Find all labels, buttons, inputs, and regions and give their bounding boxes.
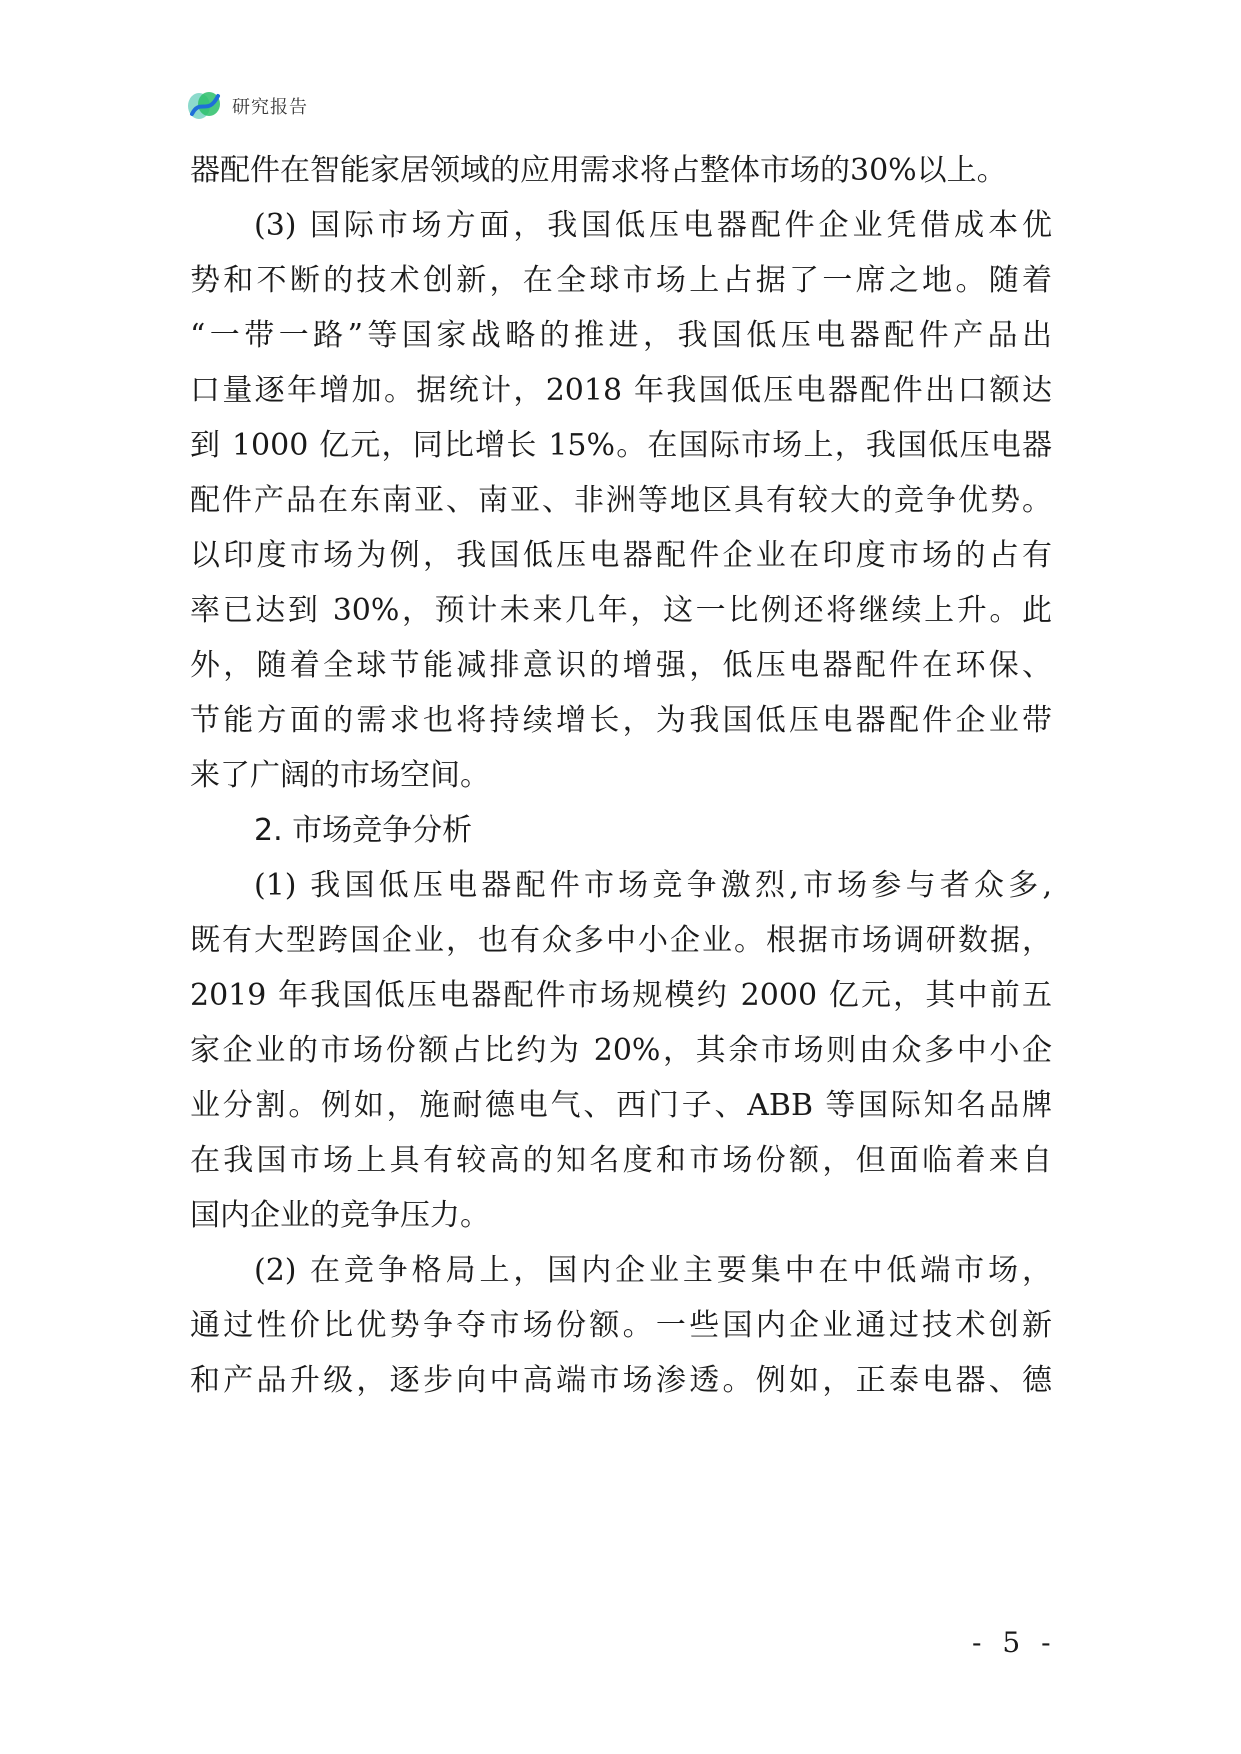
paragraph-line: 势和不断的技术创新，在全球市场上占据了一席之地。随着 bbox=[190, 263, 1052, 298]
paragraph-line: 节能方面的需求也将持续增长，为我国低压电器配件企业带 bbox=[190, 703, 1052, 738]
paragraph-line: (2) 在竞争格局上，国内企业主要集中在中低端市场， bbox=[254, 1253, 1052, 1288]
paragraph-line: 到 1000 亿元，同比增长 15%。在国际市场上，我国低压电器 bbox=[190, 428, 1052, 463]
paragraph-line: 来了广阔的市场空间。 bbox=[190, 758, 490, 793]
paragraph-line: (1) 我国低压电器配件市场竞争激烈,市场参与者众多, bbox=[254, 868, 1052, 903]
paragraph-line: 既有大型跨国企业，也有众多中小企业。根据市场调研数据， bbox=[190, 923, 1052, 958]
page-number: - 5 - bbox=[972, 1626, 1057, 1659]
paragraph-line: 国内企业的竞争压力。 bbox=[190, 1198, 490, 1233]
paragraph-line: (3) 国际市场方面，我国低压电器配件企业凭借成本优 bbox=[254, 208, 1052, 243]
paragraph-line: 口量逐年增加。据统计，2018 年我国低压电器配件出口额达 bbox=[190, 373, 1052, 408]
paragraph-line: 配件产品在东南亚、南亚、非洲等地区具有较大的竞争优势。 bbox=[190, 483, 1052, 518]
paragraph-line: 2019 年我国低压电器配件市场规模约 2000 亿元，其中前五 bbox=[190, 978, 1052, 1013]
paragraph-line: 器配件在智能家居领域的应用需求将占整体市场的30%以上。 bbox=[190, 153, 1007, 188]
paragraph-line: 通过性价比优势争夺市场份额。一些国内企业通过技术创新 bbox=[190, 1308, 1052, 1343]
header-title: 研究报告 bbox=[232, 97, 308, 118]
paragraph-line: 在我国市场上具有较高的知名度和市场份额，但面临着来自 bbox=[190, 1143, 1052, 1178]
paragraph-line: 外，随着全球节能减排意识的增强，低压电器配件在环保、 bbox=[190, 648, 1052, 683]
paragraph-line: 率已达到 30%，预计未来几年，这一比例还将继续上升。此 bbox=[190, 593, 1052, 628]
paragraph-line: 和产品升级，逐步向中高端市场渗透。例如，正泰电器、德 bbox=[190, 1363, 1052, 1398]
paragraph-line: 以印度市场为例，我国低压电器配件企业在印度市场的占有 bbox=[190, 538, 1052, 573]
section-heading: 2. 市场竞争分析 bbox=[254, 813, 473, 848]
paragraph-line: “一带一路”等国家战略的推进，我国低压电器配件产品出 bbox=[190, 318, 1052, 353]
paragraph-line: 业分割。例如，施耐德电气、西门子、ABB 等国际知名品牌 bbox=[190, 1088, 1052, 1123]
paragraph-line: 家企业的市场份额占比约为 20%，其余市场则由众多中小企 bbox=[190, 1033, 1052, 1068]
